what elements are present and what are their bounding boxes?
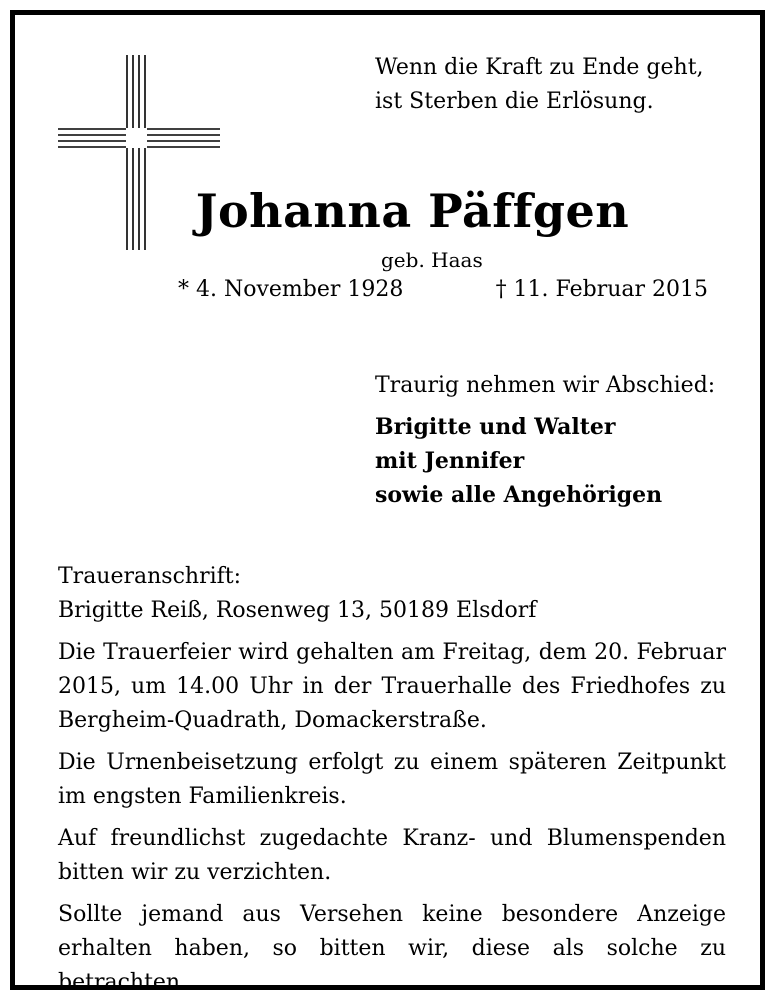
paragraph-funeral: Die Trauerfeier wird gehalten am Freitag, dem 20. Februar 2015, um 14.00 Uhr in der Trauerhalle des Friedhofes zu Bergheim-Quadrath, Domackerstraße. [58,640,726,733]
farewell-line: Traurig nehmen wir Abschied: [375,373,716,398]
birth-name: geb. Haas [381,248,483,272]
motto-line: ist Sterben die Erlösung. [375,89,654,114]
address: Brigitte Reiß, Rosenweg 13, 50189 Elsdorf [58,598,537,623]
motto-line: Wenn die Kraft zu Ende geht, [375,55,704,80]
obituary-notice [10,10,765,995]
birth-date: * 4. November 1928 [178,277,404,302]
address-block [58,560,726,628]
mourners-list [375,410,662,512]
paragraph-flowers: Auf freundlichst zugedachte Kranz- und Blumenspenden bitten wir zu verzichten. [58,826,726,885]
paragraph-notice: Sollte jemand aus Versehen keine besondere Anzeige erhalten haben, so bitten wir, diese als solche zu betrachten. [58,902,726,995]
paragraph-burial: Die Urnenbeisetzung erfolgt zu einem späteren Zeitpunkt im engsten Familienkreis. [58,750,726,809]
notice-body [58,560,726,1008]
mourner: Brigitte und Walter [375,414,616,440]
mourner: sowie alle Angehörigen [375,482,663,508]
deceased-name: Johanna Päffgen [195,184,630,238]
mourner: mit Jennifer [375,448,525,474]
death-date: † 11. Februar 2015 [495,277,708,302]
motto [375,51,704,119]
address-label: Traueranschrift: [58,564,242,589]
